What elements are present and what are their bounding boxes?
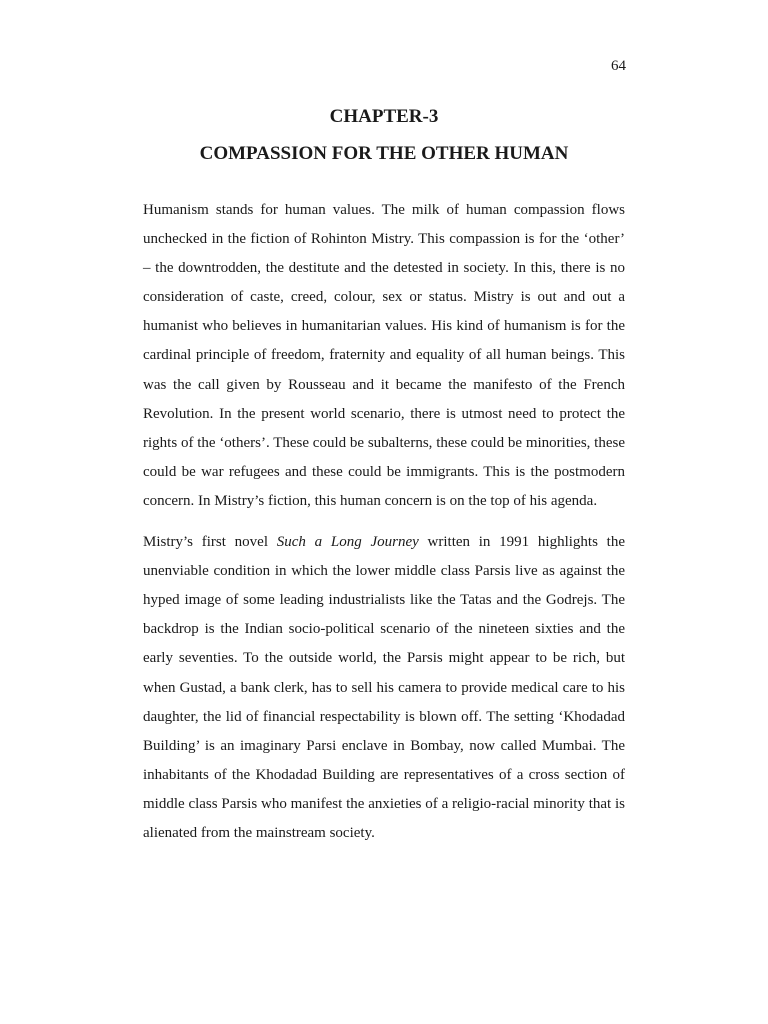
paragraph-rest: written in 1991 highlights the unenviable condition in which the lower middle class Parsis live as against the hyped image of some leading industrialists like the Tatas and the Godrejs. The backdrop is the Indian socio-political scenario of the nineteen sixties and the early seventies. To the outside world, the Parsis might appear to be rich, but when Gustad, a bank clerk, has to sell his camera to provide medical care to his daughter, the lid of financial respectability is blown off. The setting ‘Khodadad Building’ is an imaginary Parsi enclave in Bombay, now called Mumbai. The inhabitants of the Khodadad Building are representatives of a cross section of middle class Parsis who manifest the anxieties of a religio-racial minority that is alienated from the mainstream society.	[143, 534, 625, 841]
novel-title: Such a Long Journey	[276, 534, 419, 551]
chapter-title: COMPASSION FOR THE OTHER HUMAN	[199, 143, 569, 164]
body-text	[143, 196, 625, 848]
paragraph-lead: Mistry’s first novel	[143, 534, 277, 551]
paragraph-first-novel	[143, 528, 625, 848]
page-number: 64	[611, 58, 626, 74]
chapter-label: CHAPTER-3	[329, 106, 439, 127]
paragraph-humanism: Humanism stands for human values. The milk of human compassion flows unchecked in the fiction of Rohinton Mistry. This compassion is for the ‘other’ – the downtrodden, the destitute and the detested in society. In this, there is no consideration of caste, creed, colour, sex or status. Mistry is out and out a humanist who believes in humanitarian values. His kind of humanism is for the cardinal principle of freedom, fraternity and equality of all human beings. This was the call given by Rousseau and it became the manifesto of the French Revolution. In the present world scenario, there is utmost need to protect the rights of the ‘others’. These could be subalterns, these could be minorities, these could be war refugees and these could be immigrants. This is the postmodern concern. In Mistry’s fiction, this human concern is on the top of his agenda.	[143, 202, 625, 509]
